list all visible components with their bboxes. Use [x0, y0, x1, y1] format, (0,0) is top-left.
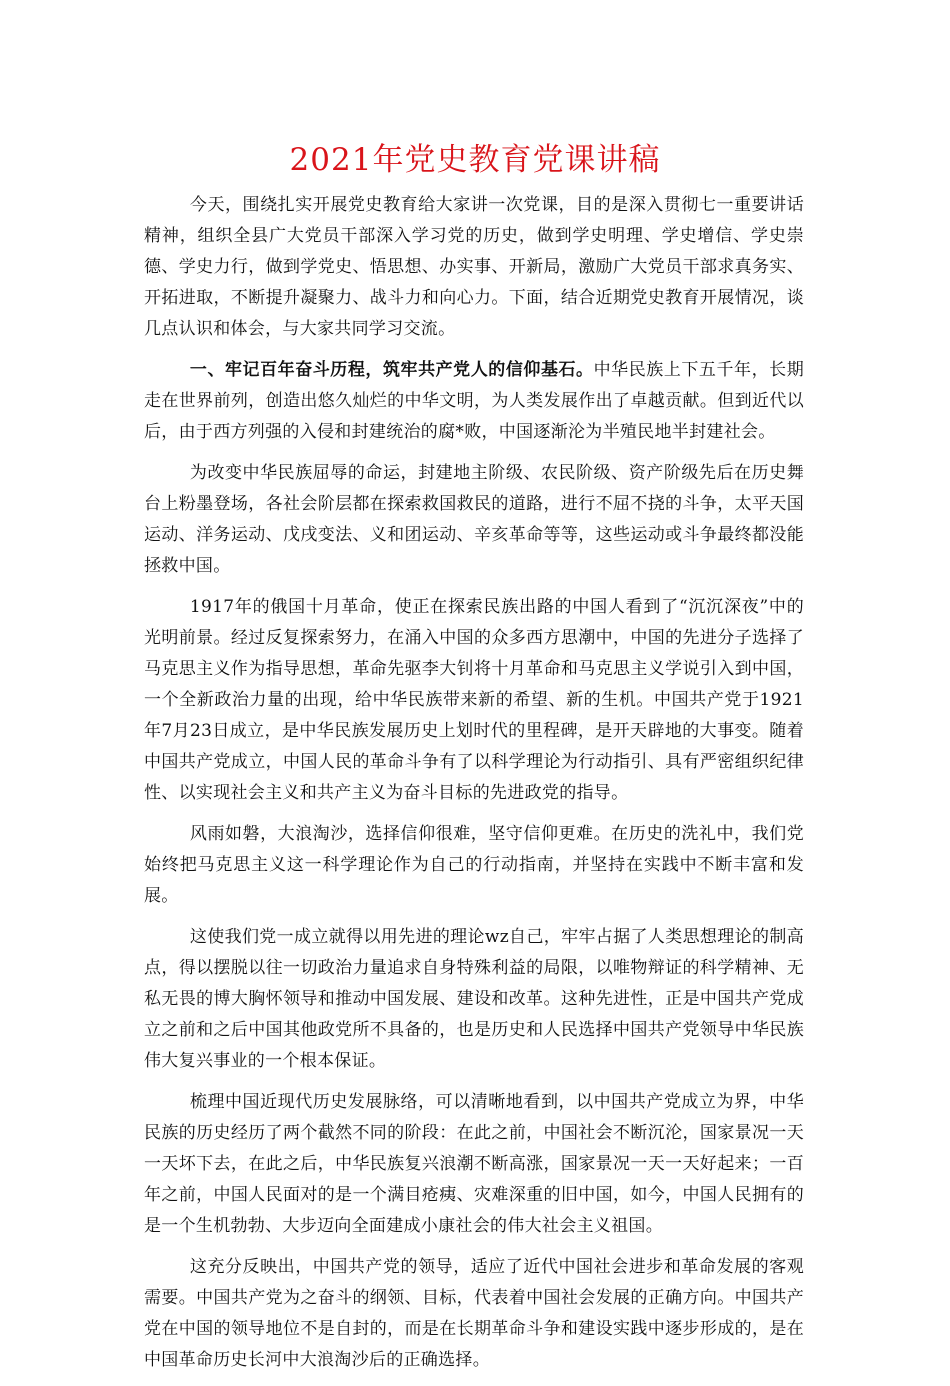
paragraph	[144, 1252, 804, 1376]
section-heading: 一、牢记百年奋斗历程，筑牢共产党人的信仰基石。	[189, 360, 594, 380]
paragraph-text: 风雨如磐，大浪淘沙，选择信仰很难，坚守信仰更难。在历史的洗礼中，我们党始终把马克思主义这一科学理论作为自己的行动指南，并坚持在实践中不断丰富和发展。	[144, 824, 804, 906]
paragraph	[144, 592, 804, 809]
paragraph	[144, 819, 804, 912]
paragraph	[144, 922, 804, 1077]
paragraph-text: 1917年的俄国十月革命，使正在探索民族出路的中国人看到了“沉沉深夜”中的光明前景。经过反复探索努力，在涌入中国的众多西方思潮中，中国的先进分子选择了马克思主义作为指导思想，革命先驱李大钊将十月革命和马克思主义学说引入到中国，一个全新政治力量的出现，给中华民族带来新的希望、新的生机。中国共产党于1921年7月23日成立，是中华民族发展历史上划时代的里程碑，是开天辟地的大事变。随着中国共产党成立，中国人民的革命斗争有了以科学理论为行动指引、具有严密组织纪律性、以实现社会主义和共产主义为奋斗目标的先进政党的指导。	[144, 597, 804, 803]
paragraph-text: 这充分反映出，中国共产党的领导，适应了近代中国社会进步和革命发展的客观需要。中国共产党为之奋斗的纲领、目标，代表着中国社会发展的正确方向。中国共产党在中国的领导地位不是自封的，而是在长期革命斗争和建设实践中逐步形成的，是在中国革命历史长河中大浪淘沙后的正确选择。	[144, 1257, 804, 1370]
paragraph-text: 中华民族上下五千年，长期走在世界前列，创造出悠久灿烂的中华文明，为人类发展作出了卓越贡献。但到近代以后，由于西方列强的入侵和封建统治的腐*败，中国逐渐沦为半殖民地半封建社会。	[144, 360, 804, 442]
paragraph	[144, 458, 804, 582]
paragraph-section-one	[144, 355, 804, 448]
paragraph	[144, 1087, 804, 1242]
document-title: 2021年党史教育党课讲稿	[289, 142, 661, 178]
paragraph-intro	[144, 190, 804, 345]
document-body	[144, 190, 804, 1386]
paragraph-text: 今天，围绕扎实开展党史教育给大家讲一次党课，目的是深入贯彻七一重要讲话精神，组织全县广大党员干部深入学习党的历史，做到学史明理、学史增信、学史崇德、学史力行，做到学党史、悟思想、办实事、开新局，激励广大党员干部求真务实、开拓进取，不断提升凝聚力、战斗力和向心力。下面，结合近期党史教育开展情况，谈几点认识和体会，与大家共同学习交流。	[144, 195, 804, 339]
paragraph-text: 梳理中国近现代历史发展脉络，可以清晰地看到，以中国共产党成立为界，中华民族的历史经历了两个截然不同的阶段：在此之前，中国社会不断沉沦，国家景况一天一天坏下去，在此之后，中华民族复兴浪潮不断高涨，国家景况一天一天好起来；一百年之前，中国人民面对的是一个满目疮痍、灾难深重的旧中国，如今，中国人民拥有的是一个生机勃勃、大步迈向全面建成小康社会的伟大社会主义祖国。	[144, 1092, 804, 1236]
paragraph-text: 为改变中华民族屈辱的命运，封建地主阶级、农民阶级、资产阶级先后在历史舞台上粉墨登场，各社会阶层都在探索救国救民的道路，进行不屈不挠的斗争，太平天国运动、洋务运动、戊戌变法、义和团运动、辛亥革命等等，这些运动或斗争最终都没能拯救中国。	[144, 463, 804, 576]
paragraph-text: 这使我们党一成立就得以用先进的理论wz自己，牢牢占据了人类思想理论的制高点，得以摆脱以往一切政治力量追求自身特殊利益的局限，以唯物辩证的科学精神、无私无畏的博大胸怀领导和推动中国发展、建设和改革。这种先进性，正是中国共产党成立之前和之后中国其他政党所不具备的，也是历史和人民选择中国共产党领导中华民族伟大复兴事业的一个根本保证。	[144, 927, 804, 1071]
